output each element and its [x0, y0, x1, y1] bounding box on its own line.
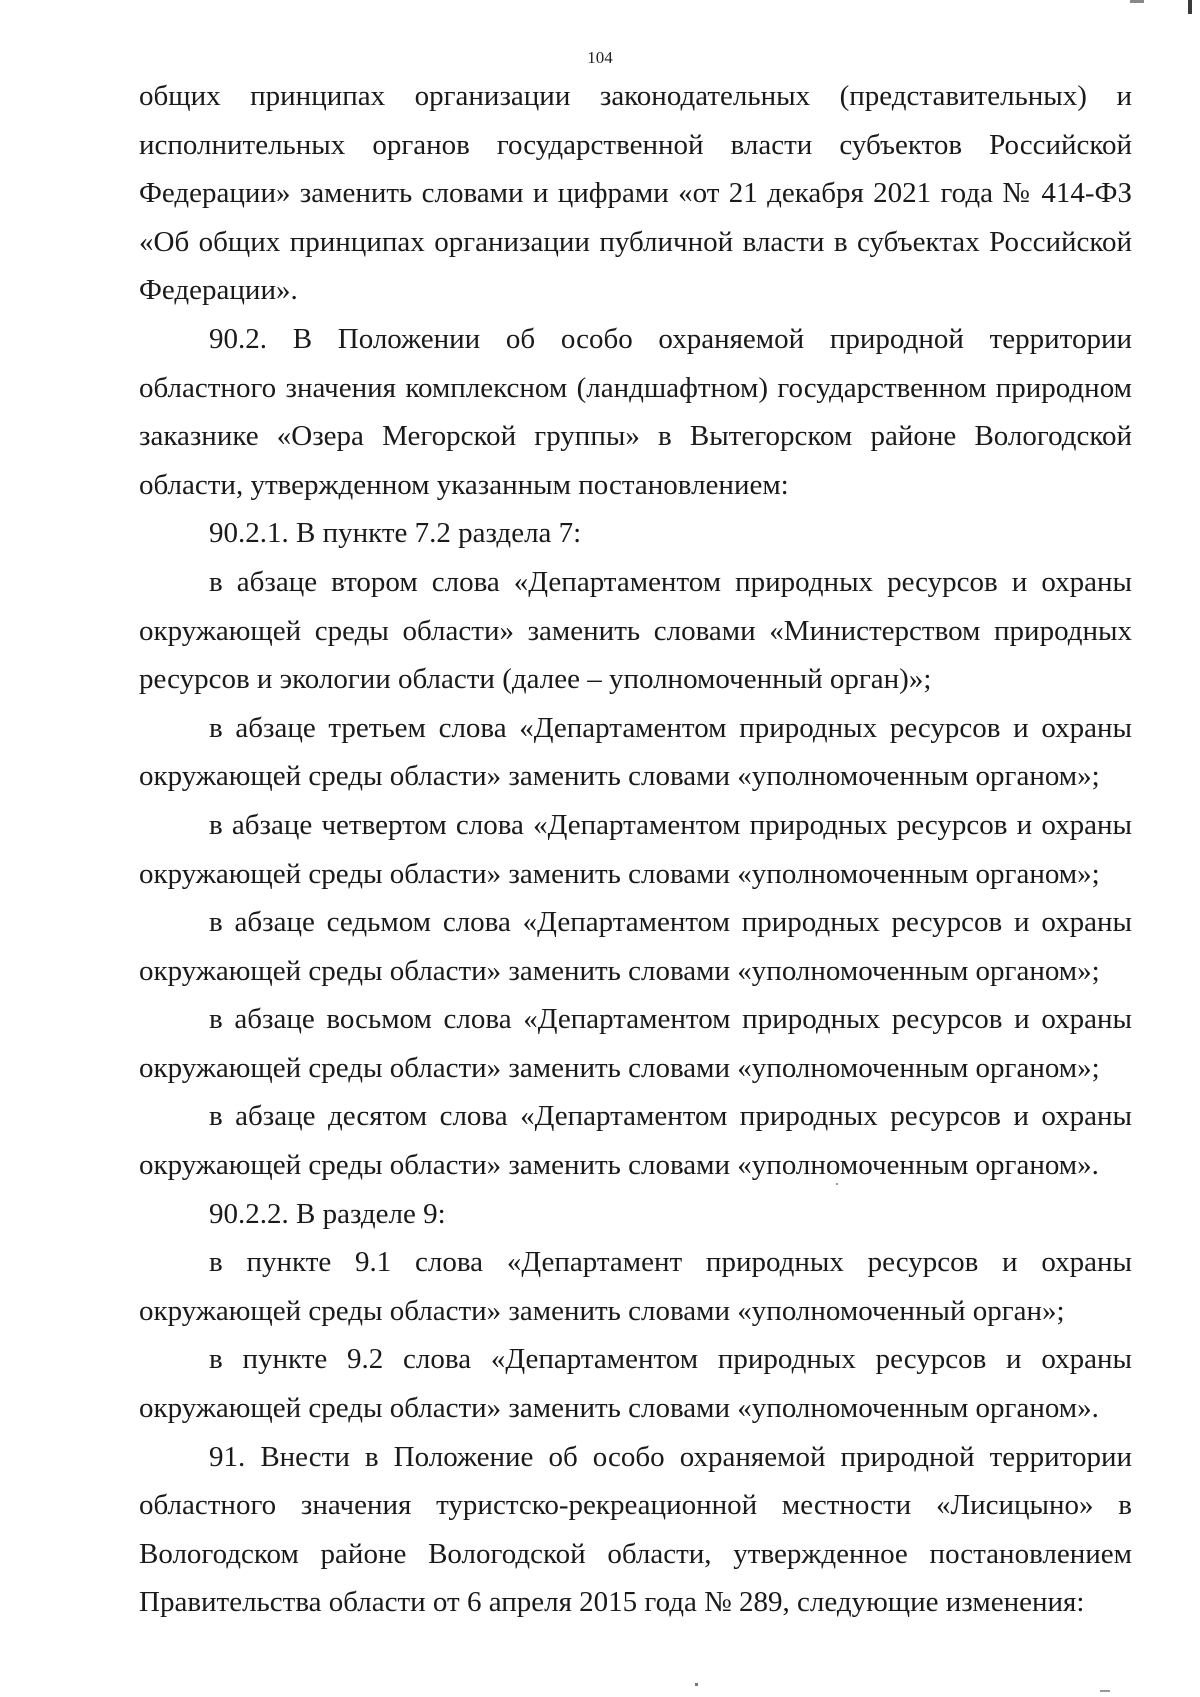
paragraph-continuation: общих принципах организации законодательных (представительных) и исполнительных органов государственной власти субъектов Российской Федерации» заменить словами и цифрами «от 21 декабря 2021 года № 414-ФЗ «Об общих принципах организации публичной власти в субъектах Российской Федерации». [139, 80, 1132, 307]
paragraph-amendment: в пункте 9.2 слова «Департаментом природных ресурсов и охраны окружающей среды области» заменить словами «уполномоченным органом». [139, 1343, 1132, 1425]
scan-artifact [1130, 0, 1144, 3]
paragraph-amendment: в абзаце третьем слова «Департаментом природных ресурсов и охраны окружающей среды области» заменить словами «уполномоченным органом»; [139, 711, 1132, 793]
paragraph-amendment: в абзаце седьмом слова «Департаментом природных ресурсов и охраны окружающей среды области» заменить словами «уполномоченным органом»; [139, 906, 1132, 987]
paragraph-amendment: в пункте 9.1 слова «Департамент природных ресурсов и охраны окружающей среды области» заменить словами «уполномоченный орган»; [139, 1246, 1132, 1327]
scan-artifact [695, 1683, 698, 1686]
paragraph-amendment: в абзаце десятом слова «Департаментом природных ресурсов и охраны окружающей среды области» заменить словами «уполномоченным органом». [139, 1100, 1132, 1182]
page-number: 104 [587, 48, 613, 67]
paragraph-clause-90-2-1: 90.2.1. В пункте 7.2 раздела 7: [209, 517, 582, 550]
scan-artifact [1100, 1690, 1110, 1692]
paragraph-amendment: в абзаце четвертом слова «Департаментом природных ресурсов и охраны окружающей среды области» заменить словами «уполномоченным органом»; [139, 808, 1132, 890]
document-body [139, 72, 1132, 1627]
paragraph-clause-90-2-2: 90.2.2. В разделе 9: [209, 1197, 446, 1230]
paragraph-clause-91: 91. Внести в Положение об особо охраняемой природной территории областного значения туристско-рекреационной местности «Лисицыно» в Вологодском районе Вологодской области, утвержденное постановлением Правительства области от 6 апреля 2015 года № 289, следующие изменения: [139, 1440, 1132, 1619]
scan-artifact [1188, 0, 1192, 14]
paragraph-amendment: в абзаце втором слова «Департаментом природных ресурсов и охраны окружающей среды области» заменить словами «Министерством природных ресурсов и экологии области (далее – уполномоченный орган)»; [139, 565, 1132, 696]
paragraph-amendment: в абзаце восьмом слова «Департаментом природных ресурсов и охраны окружающей среды области» заменить словами «уполномоченным органом»; [139, 1003, 1132, 1084]
paragraph-clause-90-2: 90.2. В Положении об особо охраняемой природной территории областного значения комплексном (ландшафтном) государственном природном заказнике «Озера Мегорской группы» в Вытегорском районе Вологодской области, утвержденном указанным постановлением: [139, 322, 1132, 501]
